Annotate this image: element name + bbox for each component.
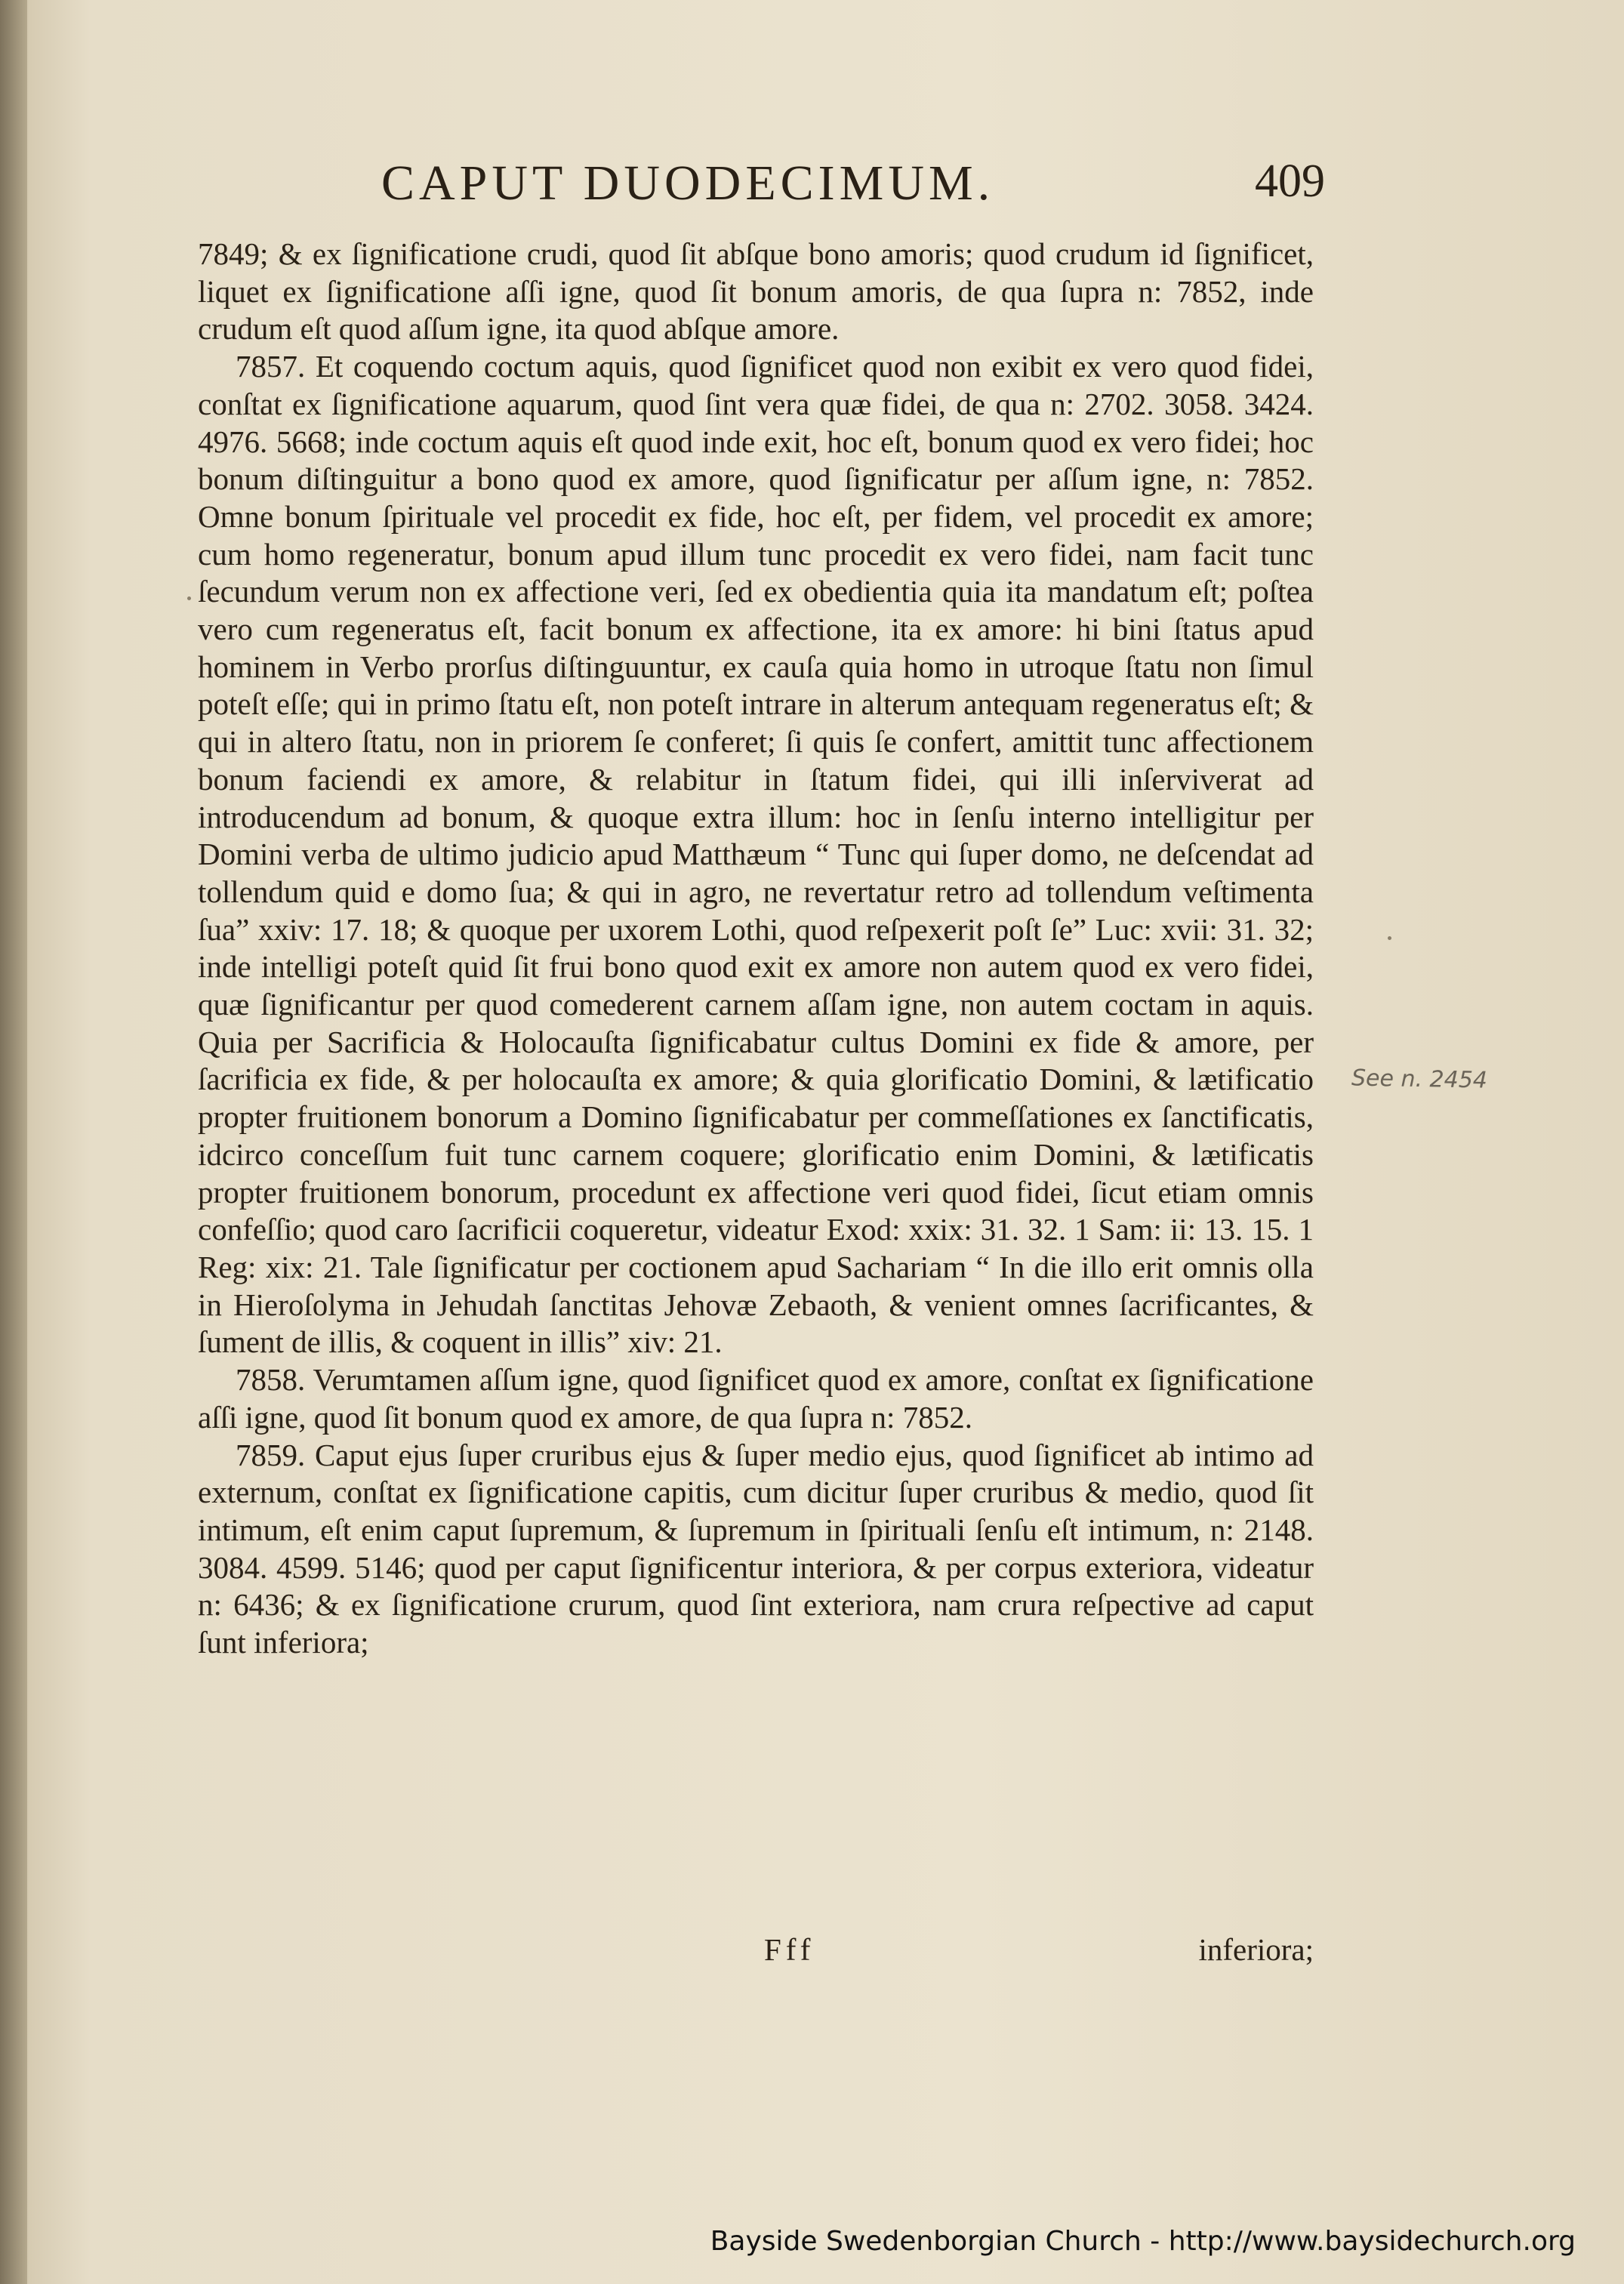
signature-mark: Fff [764,1932,815,1967]
running-title: CAPUT DUODECIMUM. [381,156,995,211]
paper-speck [1388,936,1391,940]
paper-speck [187,596,191,600]
body-text [198,236,1314,1662]
paragraph-7857: 7857. Et coquendo coctum aquis, quod ſignificet quod non exibit ex vero quod fidei, conſtat ex ſignificatione aquarum, quod ſint vera quæ fidei, de qua n: 2702. 3058. 3424. 4976. 5668; inde coctum aquis eſt quod inde exit, hoc eſt, bonum quod ex vero fidei; hoc bonum diſtinguitur a bono quod ex amore, quod ſignificatur per aſſum igne, n: 7852. Omne bonum ſpirituale vel procedit ex fide, hoc eſt, per fidem, vel procedit ex amore; cum homo regeneratur, bonum apud illum tunc procedit ex vero fidei, nam facit tunc ſecundum verum non ex affectione veri, ſed ex obedientia quia ita mandatum eſt; poſtea vero cum regeneratus eſt, facit bonum ex affectione, ita ex amore: hi bini ſtatus apud hominem in Verbo prorſus diſtinguuntur, ex cauſa quia homo in utroque ſtatu non ſimul poteſt eſſe; qui in primo ſtatu eſt, non poteſt intrare in alterum antequam regeneratus eſt; & qui in altero ſtatu, non in priorem ſe conferet; ſi quis ſe confert, amittit tunc affectionem bonum faciendi ex amore, & relabitur in ſtatum fidei, qui illi inſerviverat ad introducendum ad bonum, & quoque extra illum: hoc in ſenſu interno intelligitur per Domini verba de ultimo judicio apud Matthæum “ Tunc qui ſuper domo, ne deſcendat ad tollendum quid e domo ſua; & qui in agro, ne revertatur retro ad tollendum veſtimenta ſua” xxiv: 17. 18; & quoque per uxorem Lothi, quod reſpexerit poſt ſe” Luc: xvii: 31. 32; inde intelligi poteſt quid ſit frui bono quod exit ex amore non autem quod ex vero fidei, quæ ſignificantur per quod comederent carnem aſſam igne, non autem coctam in aquis. Quia per Sacrificia & Holocauſta ſignificabatur cultus Domini ex fide & amore, per ſacrificia ex fide, & per holocauſta ex amore; & quia glorificatio Domini, & lætificatio propter fruitionem bonorum a Domino ſignificabatur per commeſſationes ex ſanctificatis, idcirco conceſſum fuit tunc carnem coquere; glorificatio enim Domini, & lætificatis propter fruitionem bonorum, procedunt ex affectione veri quod fidei, ſicut etiam omnis confeſſio; quod caro ſacrificii coqueretur, videatur Exod: xxix: 31. 32. 1 Sam: ii: 13. 15. 1 Reg: xix: 21. Tale ſignificatur per coctionem apud Sachariam “ In die illo erit omnis olla in Hieroſolyma in Jehudah ſanctitas Jehovæ Zebaoth, & venient omnes ſacrificantes, & ſument de illis, & coquent in illis” xiv: 21. [198,349,1314,1360]
page-footer [198,1931,1314,1971]
handwritten-margin-note: See n. 2454 [1351,1065,1488,1094]
paragraph-7859: 7859. Caput ejus ſuper cruribus ejus & ſuper medio ejus, quod ſignificet ab intimo ad externum, conſtat ex ſignificatione capitis, cum dicitur ſuper cruribus & medio, quod ſit intimum, eſt enim caput ſupremum, & ſupremum in ſpirituali ſenſu eſt intimum, n: 2148. 3084. 4599. 5146; quod per caput ſignificentur interiora, & per corpus exteriora, videatur n: 6436; & ex ſignificatione crurum, quod ſint exteriora, nam crura reſpective ad caput ſunt inferiora; [198,1437,1314,1660]
page-number: 409 [1255,156,1325,207]
paragraph-continuation: 7849; & ex ſignificatione crudi, quod ſit abſque bono amoris; quod crudum id ſignificet, liquet ex ſignificatione aſſi igne, quod ſit bonum amoris, de qua ſupra n: 7852, inde crudum eſt quod aſſum igne, ita quod abſque amore. [198,236,1314,347]
book-gutter [0,0,27,2284]
paragraph-7858: 7858. Verumtamen aſſum igne, quod ſignificet quod ex amore, conſtat ex ſignificatione aſſi igne, quod ſit bonum quod ex amore, de qua ſupra n: 7852. [198,1362,1314,1435]
catchword: inferiora; [1198,1932,1314,1967]
running-head [381,155,1325,223]
watermark-text: Bayside Swedenborgian Church - http://www.baysidechurch.org [710,2226,1576,2257]
